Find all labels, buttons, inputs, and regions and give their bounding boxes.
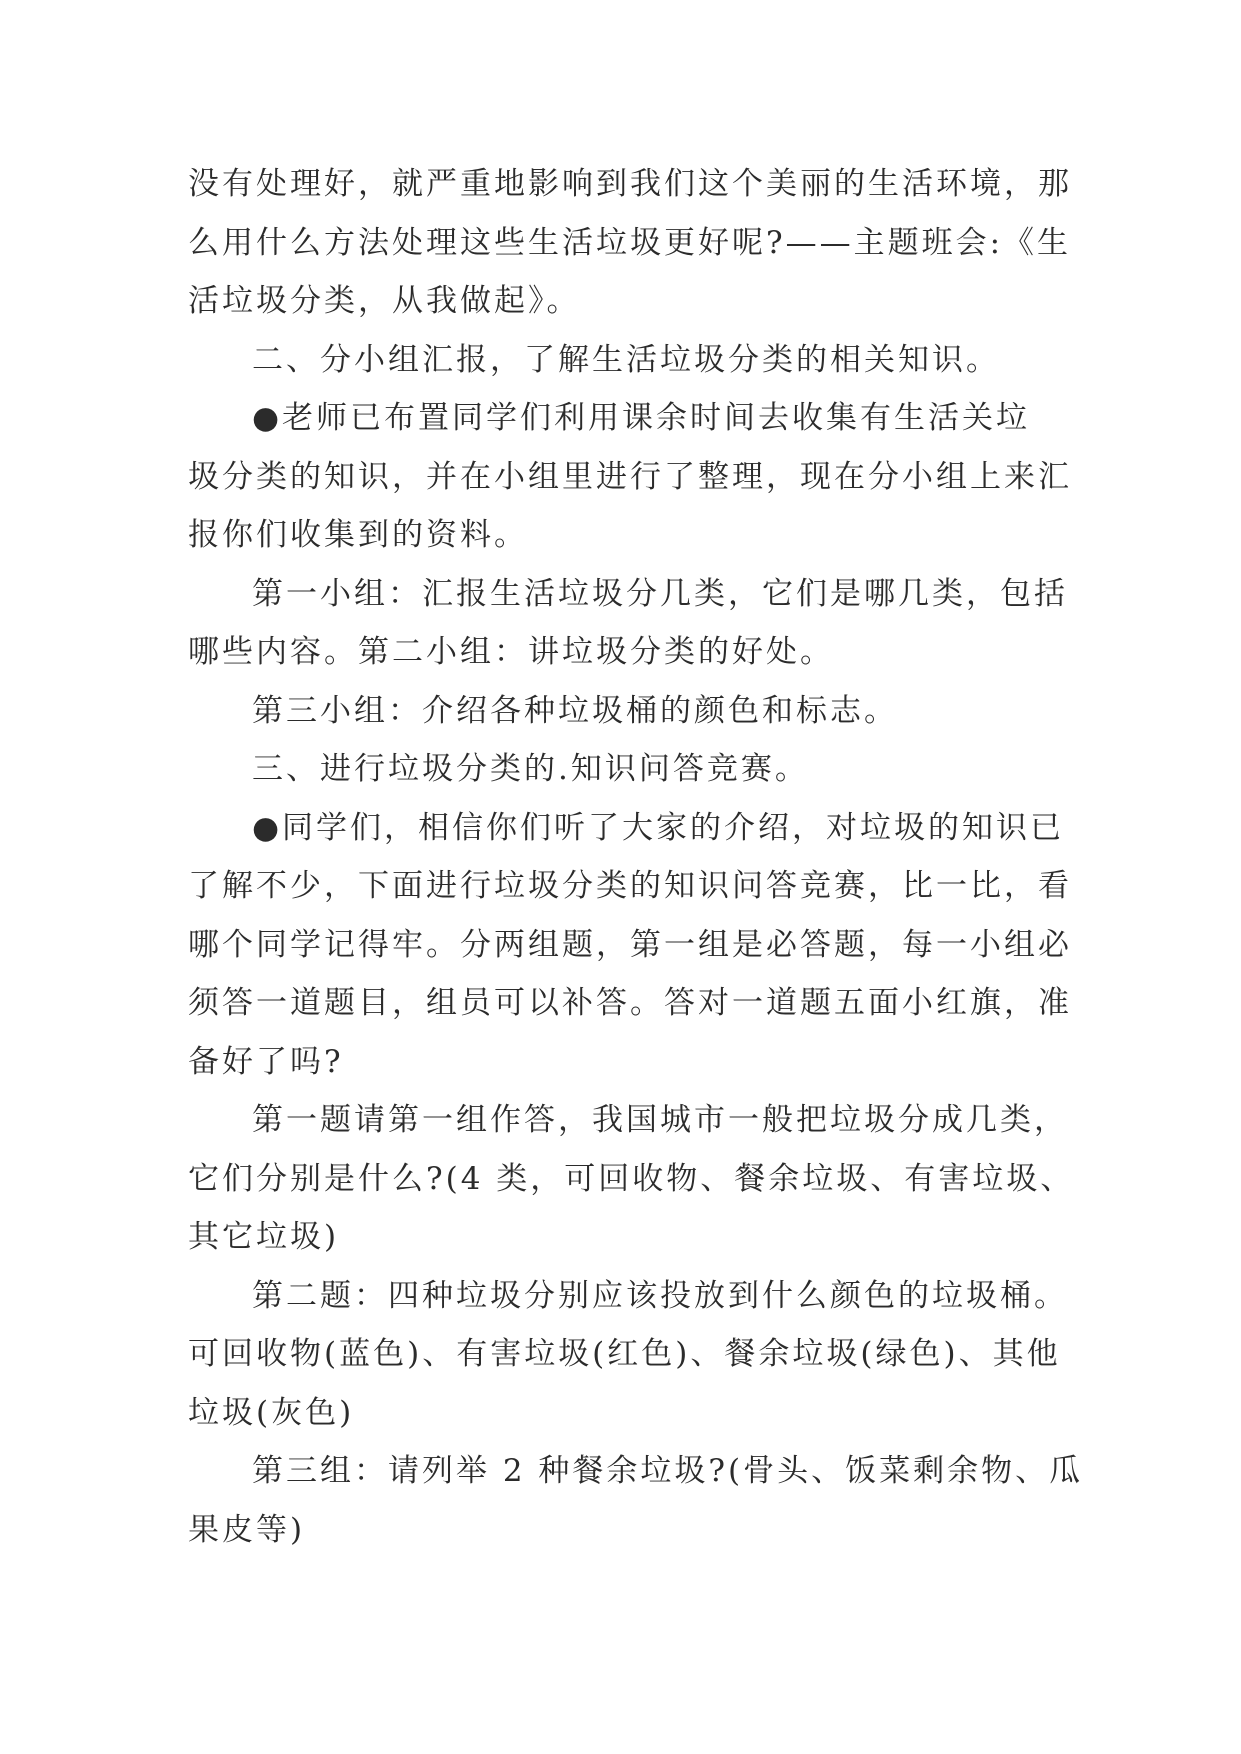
text-line: 备好了吗? <box>188 1043 344 1080</box>
paragraph-continuation <box>188 623 1058 682</box>
text-line: 么用什么方法处理这些生活垃圾更好呢?——主题班会:《生 <box>188 224 1072 261</box>
text-line: 了解不少，下面进行垃圾分类的知识问答竞赛，比一比，看 <box>188 868 1072 904</box>
text-line: 活垃圾分类，从我做起》。 <box>188 283 581 319</box>
paragraph-continuation <box>188 448 1072 565</box>
text-line: 果皮等) <box>188 1511 306 1548</box>
text-line: 第一小组：汇报生活垃圾分几类，它们是哪几类，包括 <box>252 575 1068 612</box>
text-line: 第二题：四种垃圾分别应该投放到什么颜色的垃圾桶。 <box>252 1277 1068 1314</box>
paragraph <box>188 565 1068 624</box>
text-line: 三、进行垃圾分类的.知识问答竞赛。 <box>252 751 809 787</box>
text-line: 第三小组：介绍各种垃圾桶的颜色和标志。 <box>252 692 898 729</box>
paragraph <box>188 389 1058 448</box>
text-line: 它们分别是什么?(4 类，可回收物、餐余垃圾、有害垃圾、 <box>188 1160 1075 1197</box>
paragraph <box>188 1267 1068 1326</box>
text-line: 二、分小组汇报，了解生活垃圾分类的相关知识。 <box>252 341 1000 378</box>
text-line: 可回收物(蓝色)、有害垃圾(红色)、餐余垃圾(绿色)、其他 <box>188 1336 1061 1372</box>
section-heading <box>188 331 1058 390</box>
text-line: 圾分类的知识，并在小组里进行了整理，现在分小组上来汇 <box>188 458 1072 495</box>
paragraph <box>188 1091 1068 1150</box>
text-line: 报你们收集到的资料。 <box>188 517 528 553</box>
paragraph <box>188 155 1072 331</box>
text-line: 第一题请第一组作答，我国城市一般把垃圾分成几类， <box>252 1102 1068 1138</box>
paragraph-continuation <box>188 1325 1061 1442</box>
paragraph-continuation <box>188 857 1072 1091</box>
paragraph-continuation <box>188 1501 1058 1560</box>
text-line: 第三组：请列举 2 种餐余垃圾?(骨头、饭菜剩余物、瓜 <box>252 1453 1084 1489</box>
text-line: 没有处理好，就严重地影响到我们这个美丽的生活环境，那 <box>188 166 1072 202</box>
document-body <box>188 155 1084 1559</box>
text-line: 其它垃圾) <box>188 1219 340 1255</box>
paragraph <box>188 682 1058 741</box>
text-line: ●同学们，相信你们听了大家的介绍，对垃圾的知识已 <box>252 809 1065 846</box>
paragraph <box>188 799 1065 858</box>
paragraph-continuation <box>188 1150 1075 1267</box>
paragraph <box>188 1442 1084 1501</box>
section-heading <box>188 740 1058 799</box>
text-line: 哪些内容。第二小组：讲垃圾分类的好处。 <box>188 634 834 670</box>
text-line: 须答一道题目，组员可以补答。答对一道题五面小红旗，准 <box>188 985 1072 1021</box>
text-line: 垃圾(灰色) <box>188 1394 355 1431</box>
text-line: 哪个同学记得牢。分两组题，第一组是必答题，每一小组必 <box>188 926 1072 963</box>
text-line: ●老师已布置同学们利用课余时间去收集有生活关垃 <box>252 400 1031 436</box>
